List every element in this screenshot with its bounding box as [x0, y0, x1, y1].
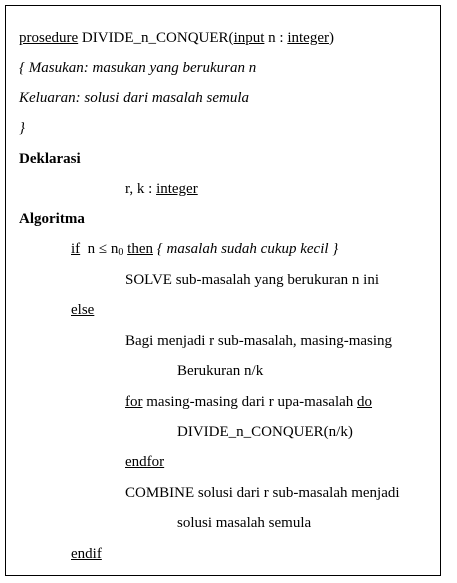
param-name: n : [264, 30, 288, 46]
algoritma-heading: Algoritma [19, 211, 85, 227]
if-condition: n ≤ n [80, 241, 119, 257]
kw-if: if [71, 241, 81, 257]
split-line-2: Berukuran n/k [177, 363, 264, 379]
if-line [71, 240, 338, 258]
combine-line-1: COMBINE solusi dari r sub-masalah menjadi [125, 485, 400, 501]
kw-else: else [71, 302, 95, 318]
for-line [125, 393, 372, 411]
kw-input: input [233, 30, 265, 46]
if-comment: { masalah sudah cukup kecil } [152, 241, 339, 257]
procedure-header [19, 29, 334, 47]
spec-close: } [19, 120, 25, 136]
for-text: masing-masing dari r upa-masalah [142, 394, 358, 410]
deklarasi-heading: Deklarasi [19, 151, 81, 167]
kw-integer: integer [287, 30, 329, 46]
recurse-line: DIVIDE_n_CONQUER(n/k) [177, 424, 353, 440]
solve-line: SOLVE sub-masalah yang berukuran n ini [125, 272, 379, 288]
kw-endfor: endfor [125, 454, 165, 470]
spec-input: { Masukan: masukan yang berukuran n [19, 60, 257, 76]
kw-prosedure: prosedure [19, 30, 79, 46]
procedure-name: DIVIDE_n_CONQUER( [78, 30, 234, 46]
kw-endif: endif [71, 546, 102, 562]
var-declaration [125, 180, 198, 198]
header-close: ) [328, 30, 334, 46]
var-type: integer [156, 181, 198, 197]
spec-output: Keluaran: solusi dari masalah semula [19, 90, 250, 106]
combine-line-2: solusi masalah semula [177, 515, 312, 531]
condition-subscript: 0 [118, 247, 124, 258]
kw-do: do [357, 394, 373, 410]
split-line-1: Bagi menjadi r sub-masalah, masing-masing [125, 333, 393, 349]
kw-for: for [125, 394, 143, 410]
var-names: r, k : [125, 181, 157, 197]
kw-then: then [127, 241, 153, 257]
